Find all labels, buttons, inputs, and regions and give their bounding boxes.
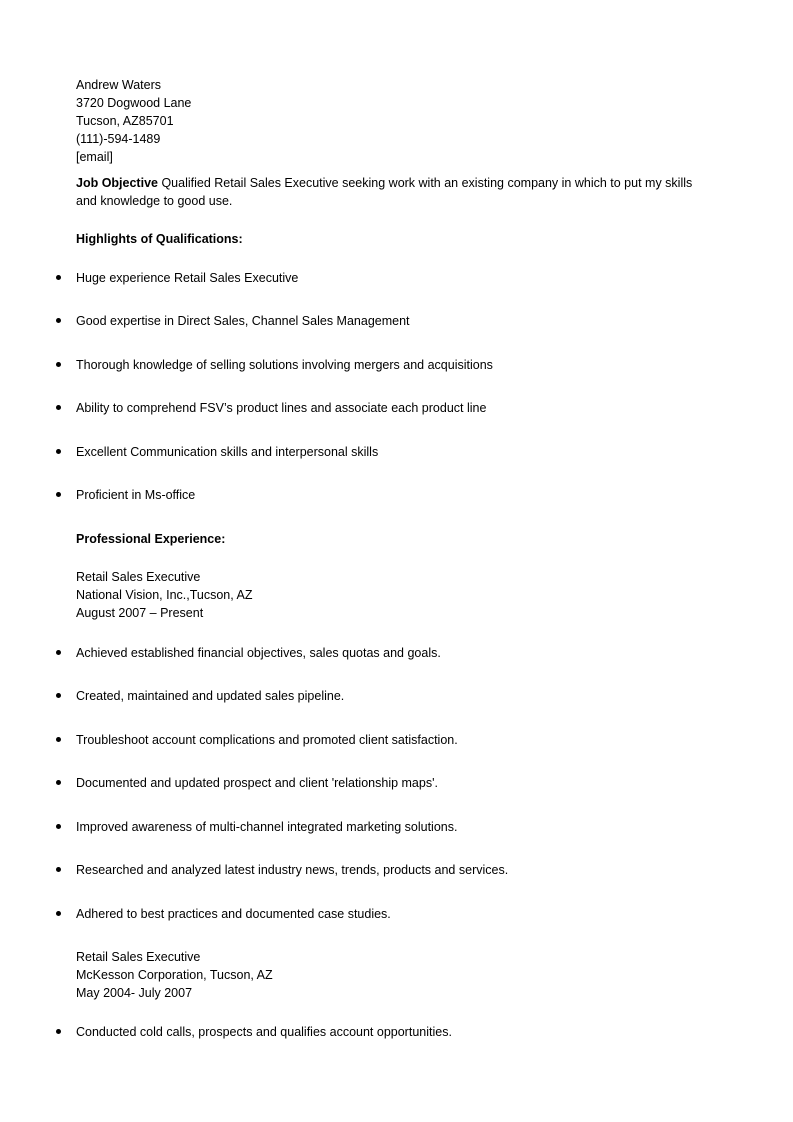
contact-email: [email] [76, 150, 113, 164]
job-header [76, 568, 252, 622]
bullet-icon [56, 1029, 61, 1034]
experience-heading: Professional Experience: [76, 532, 226, 546]
bullet-icon [56, 405, 61, 410]
list-item-text: Researched and analyzed latest industry news, trends, products and services. [76, 863, 509, 877]
job-objective-label: Job Objective [76, 176, 158, 190]
bullet-icon [56, 693, 61, 698]
list-item-text: Thorough knowledge of selling solutions involving mergers and acquisitions [76, 358, 493, 372]
contact-street: 3720 Dogwood Lane [76, 96, 192, 110]
job-header [76, 948, 273, 1002]
bullet-icon [56, 824, 61, 829]
contact-name: Andrew Waters [76, 78, 161, 92]
list-item [56, 644, 441, 662]
bullet-icon [56, 362, 61, 367]
job-title: Retail Sales Executive [76, 950, 201, 964]
list-item-text: Adhered to best practices and documented case studies. [76, 907, 391, 921]
list-item [56, 356, 493, 374]
list-item [56, 818, 457, 836]
job-title: Retail Sales Executive [76, 570, 201, 584]
job-objective [76, 174, 716, 210]
list-item-text: Conducted cold calls, prospects and qualifies account opportunities. [76, 1025, 452, 1039]
bullet-icon [56, 449, 61, 454]
job-company: McKesson Corporation, Tucson, AZ [76, 968, 273, 982]
list-item-text: Troubleshoot account complications and promoted client satisfaction. [76, 733, 458, 747]
list-item-text: Documented and updated prospect and client 'relationship maps'. [76, 776, 438, 790]
list-item-text: Created, maintained and updated sales pipeline. [76, 689, 345, 703]
bullet-icon [56, 911, 61, 916]
list-item [56, 312, 410, 330]
list-item-text: Good expertise in Direct Sales, Channel Sales Management [76, 314, 410, 328]
list-item-text: Proficient in Ms-office [76, 488, 196, 502]
bullet-icon [56, 650, 61, 655]
job-dates: August 2007 – Present [76, 606, 204, 620]
list-item [56, 861, 508, 879]
contact-block [76, 76, 191, 166]
bullet-icon [56, 867, 61, 872]
list-item-text: Achieved established financial objectives, sales quotas and goals. [76, 646, 441, 660]
list-item-text: Ability to comprehend FSV’s product lines and associate each product line [76, 401, 487, 415]
list-item [56, 486, 195, 504]
job-company: National Vision, Inc.,Tucson, AZ [76, 588, 253, 602]
list-item [56, 399, 486, 417]
list-item-text: Improved awareness of multi-channel integrated marketing solutions. [76, 820, 458, 834]
job-objective-text: Qualified Retail Sales Executive seeking work with an existing company in which to put my skills and knowledge to good use. [76, 176, 693, 208]
contact-phone: (111)-594-1489 [76, 132, 161, 146]
list-item [56, 269, 298, 287]
list-item [56, 443, 378, 461]
list-item [56, 1023, 452, 1041]
list-item-text: Excellent Communication skills and interpersonal skills [76, 445, 379, 459]
bullet-icon [56, 737, 61, 742]
list-item [56, 905, 391, 923]
list-item-text: Huge experience Retail Sales Executive [76, 271, 299, 285]
contact-city: Tucson, AZ85701 [76, 114, 174, 128]
list-item [56, 731, 458, 749]
list-item [56, 687, 344, 705]
qualifications-heading: Highlights of Qualifications: [76, 232, 243, 246]
bullet-icon [56, 275, 61, 280]
bullet-icon [56, 492, 61, 497]
bullet-icon [56, 780, 61, 785]
bullet-icon [56, 318, 61, 323]
job-dates: May 2004- July 2007 [76, 986, 193, 1000]
list-item [56, 774, 438, 792]
